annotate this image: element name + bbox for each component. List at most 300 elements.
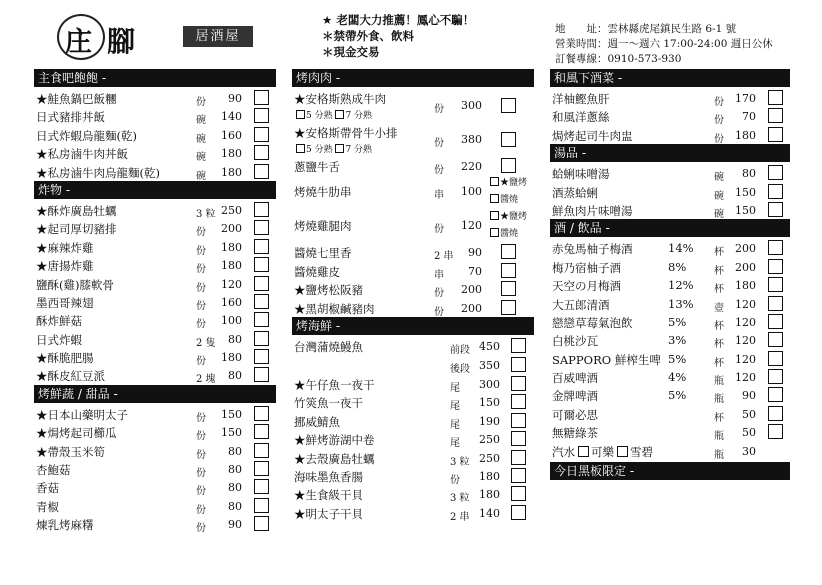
item-price: 150 bbox=[479, 396, 500, 410]
order-checkbox[interactable] bbox=[501, 98, 516, 113]
item-abv: 14% bbox=[668, 241, 694, 256]
item-abv: 5% bbox=[668, 388, 687, 403]
item-price: 50 bbox=[742, 426, 756, 440]
section-header-veg-dessert: 烤鮮蔬 / 甜品 - bbox=[34, 385, 276, 403]
item-name: 烤燒牛肋串 bbox=[294, 185, 352, 200]
item-name: ★安格斯帶骨牛小排 bbox=[294, 126, 398, 140]
item-unit: 3 粒 bbox=[450, 493, 470, 505]
menu-item bbox=[550, 386, 790, 404]
item-unit: 杯 bbox=[714, 265, 724, 277]
logo-tag: 居酒屋 bbox=[183, 26, 253, 47]
item-price: 150 bbox=[735, 203, 756, 217]
sauce-option-soy: 醬燒 bbox=[490, 226, 518, 239]
section-header-drinks: 酒 / 飲品 - bbox=[550, 219, 790, 237]
item-name: 竹筴魚一夜干 bbox=[294, 396, 363, 411]
menu-item bbox=[34, 144, 276, 162]
order-checkbox[interactable] bbox=[768, 277, 783, 292]
item-price: 90 bbox=[468, 246, 482, 260]
order-checkbox[interactable] bbox=[254, 443, 269, 458]
order-checkbox[interactable] bbox=[511, 468, 526, 483]
item-name: ★起司厚切豬排 bbox=[36, 222, 117, 237]
item-unit: 瓶 bbox=[714, 431, 724, 443]
item-name: ★唐揚炸雞 bbox=[36, 259, 94, 274]
item-name: ★焗烤起司櫛瓜 bbox=[36, 426, 117, 441]
doneness-checkbox[interactable] bbox=[335, 110, 344, 119]
order-checkbox[interactable] bbox=[511, 431, 526, 446]
sauce-checkbox[interactable] bbox=[490, 194, 499, 203]
menu-item-eel bbox=[292, 337, 534, 375]
menu-item-angus-short-rib bbox=[292, 123, 534, 157]
item-unit: 份 bbox=[714, 97, 724, 108]
order-checkbox[interactable] bbox=[254, 406, 269, 421]
item-price: 70 bbox=[742, 110, 756, 124]
item-name: 金牌啤酒 bbox=[552, 389, 598, 404]
address-value: 雲林縣虎尾鎮民生路 6-1 號 bbox=[607, 23, 737, 35]
order-checkbox[interactable] bbox=[254, 479, 269, 494]
item-price: 180 bbox=[221, 240, 242, 254]
order-checkbox[interactable] bbox=[254, 367, 269, 382]
sauce-option-salt: ★鹽烤 bbox=[490, 209, 527, 222]
section-header-fried: 炸物 - bbox=[34, 181, 276, 199]
item-unit: 份 bbox=[196, 319, 206, 331]
menu-item bbox=[292, 280, 534, 298]
menu-item bbox=[550, 107, 790, 125]
item-abv: 12% bbox=[668, 278, 694, 293]
item-name: 台灣蒲燒鰻魚 bbox=[294, 339, 363, 354]
item-name: ★酥炸廣島牡蠣 bbox=[36, 203, 117, 218]
item-unit: 份 bbox=[196, 282, 206, 294]
note-recommend: ★ 老闆大力推薦！鳳心不騙！ bbox=[322, 13, 475, 27]
item-name: 鹽酥(雞)膝軟骨 bbox=[36, 277, 114, 292]
item-unit: 碗 bbox=[714, 190, 724, 202]
item-price: 300 bbox=[461, 99, 482, 112]
order-checkbox[interactable] bbox=[511, 357, 526, 372]
order-checkbox[interactable] bbox=[501, 132, 516, 147]
menu-item bbox=[292, 243, 534, 261]
note-cash-only: ＊現金交易 bbox=[322, 45, 380, 59]
item-unit: 碗 bbox=[714, 208, 724, 220]
item-name: 大五郎清酒 bbox=[552, 297, 610, 312]
item-name: 可爾必思 bbox=[552, 407, 598, 422]
order-checkbox[interactable] bbox=[254, 239, 269, 254]
menu-item bbox=[34, 478, 276, 496]
order-checkbox[interactable] bbox=[254, 424, 269, 439]
order-checkbox[interactable] bbox=[768, 332, 783, 347]
order-checkbox[interactable] bbox=[254, 294, 269, 309]
sauce-checkbox[interactable] bbox=[490, 211, 499, 220]
item-name: SAPPORO 鮮榨生啤 bbox=[552, 352, 661, 367]
item-price: 50 bbox=[742, 407, 756, 421]
item-name: 蛤蜊味噌湯 bbox=[552, 167, 610, 182]
item-name: 酒蒸蛤蜊 bbox=[552, 185, 598, 200]
section-header-soup: 湯品 - bbox=[550, 144, 790, 162]
item-price: 70 bbox=[468, 264, 482, 278]
menu-item-chicken-thigh bbox=[292, 209, 534, 243]
item-unit: 瓶 bbox=[714, 449, 724, 461]
item-name: 天空の月梅酒 bbox=[552, 279, 621, 294]
item-unit: 份 bbox=[714, 115, 724, 127]
order-checkbox[interactable] bbox=[254, 220, 269, 235]
item-name: 醬燒七里香 bbox=[294, 246, 352, 261]
item-unit: 2 串 bbox=[450, 511, 470, 523]
menu-column-3 bbox=[550, 69, 790, 482]
order-checkbox[interactable] bbox=[254, 516, 269, 531]
order-checkbox[interactable] bbox=[768, 184, 783, 199]
menu-item bbox=[34, 442, 276, 460]
menu-item bbox=[34, 497, 276, 515]
item-unit: 杯 bbox=[714, 247, 724, 259]
item-name: 日式豬排丼飯 bbox=[36, 110, 105, 125]
item-price: 450 bbox=[479, 339, 500, 353]
order-checkbox[interactable] bbox=[768, 90, 783, 105]
menu-item bbox=[34, 460, 276, 478]
item-unit: 後段 bbox=[450, 363, 470, 375]
item-price: 200 bbox=[221, 222, 242, 236]
item-name: 香菇 bbox=[36, 481, 59, 496]
item-unit: 份 bbox=[196, 468, 206, 480]
item-abv: 13% bbox=[668, 296, 694, 311]
item-unit: 尾 bbox=[450, 382, 460, 394]
menu-item bbox=[34, 219, 276, 237]
order-checkbox[interactable] bbox=[768, 387, 783, 402]
doneness-checkbox[interactable] bbox=[335, 144, 344, 153]
order-checkbox[interactable] bbox=[768, 240, 783, 255]
item-name: ★鹽烤松阪豬 bbox=[294, 283, 363, 298]
item-price: 150 bbox=[221, 426, 242, 440]
sauce-option-salt: ★鹽烤 bbox=[490, 175, 527, 188]
order-checkbox[interactable] bbox=[254, 498, 269, 513]
item-unit: 碗 bbox=[196, 133, 206, 145]
order-checkbox[interactable] bbox=[501, 281, 516, 296]
order-checkbox[interactable] bbox=[254, 461, 269, 476]
item-price: 200 bbox=[735, 242, 756, 256]
section-header-grilled-meat: 烤肉肉 - bbox=[292, 69, 534, 87]
item-name: 墨西哥辣翅 bbox=[36, 295, 94, 310]
item-name: 蔥鹽牛舌 bbox=[294, 160, 340, 174]
item-price: 180 bbox=[221, 147, 242, 161]
item-name: ★鮮烤游湖中卷 bbox=[294, 433, 375, 448]
house-notes bbox=[322, 12, 474, 60]
order-checkbox[interactable] bbox=[254, 257, 269, 272]
item-unit: 份 bbox=[196, 356, 206, 368]
item-name: 赤兔馬柚子梅酒 bbox=[552, 242, 633, 257]
order-checkbox[interactable] bbox=[501, 158, 516, 173]
item-price: 120 bbox=[735, 334, 756, 348]
item-unit: 份 bbox=[196, 227, 206, 239]
item-abv: 5% bbox=[668, 351, 687, 366]
item-name: 鮮魚肉片味噌湯 bbox=[552, 203, 633, 218]
item-name: 日式炸蝦 bbox=[36, 332, 82, 347]
order-checkbox[interactable] bbox=[768, 165, 783, 180]
item-price: 220 bbox=[461, 160, 482, 173]
item-price: 30 bbox=[742, 444, 756, 458]
menu-item bbox=[550, 423, 790, 441]
item-unit: 3 粒 bbox=[196, 208, 216, 220]
order-checkbox[interactable] bbox=[768, 424, 783, 439]
item-unit: 杯 bbox=[714, 412, 724, 424]
item-name: ★黑胡椒鹹豬肉 bbox=[294, 301, 375, 316]
item-price: 120 bbox=[735, 352, 756, 366]
menu-item bbox=[550, 183, 790, 201]
item-price: 250 bbox=[221, 203, 242, 217]
item-unit: 份 bbox=[450, 474, 460, 486]
menu-item bbox=[34, 311, 276, 329]
menu-item bbox=[550, 126, 790, 144]
menu-item bbox=[292, 299, 534, 317]
item-price: 200 bbox=[461, 283, 482, 297]
item-price: 80 bbox=[228, 444, 242, 458]
logo-char-1: 庄 bbox=[65, 27, 92, 58]
item-unit: 瓶 bbox=[714, 394, 724, 406]
item-unit: 份 bbox=[714, 133, 724, 145]
menu-item bbox=[34, 163, 276, 181]
doneness-checkbox[interactable] bbox=[296, 144, 305, 153]
item-price: 180 bbox=[735, 279, 756, 293]
menu-item bbox=[292, 412, 534, 430]
item-price: 180 bbox=[479, 469, 500, 483]
item-unit: 份 bbox=[196, 486, 206, 498]
item-unit: 碗 bbox=[196, 170, 206, 182]
item-unit: 杯 bbox=[714, 284, 724, 296]
item-unit: 碗 bbox=[196, 115, 206, 127]
item-price: 80 bbox=[228, 481, 242, 495]
order-checkbox[interactable] bbox=[254, 312, 269, 327]
menu-item bbox=[34, 423, 276, 441]
order-checkbox[interactable] bbox=[768, 351, 783, 366]
item-unit: 前段 bbox=[450, 344, 470, 356]
order-checkbox[interactable] bbox=[768, 259, 783, 274]
order-checkbox[interactable] bbox=[511, 450, 526, 465]
order-checkbox[interactable] bbox=[254, 164, 269, 179]
item-unit: 份 bbox=[196, 264, 206, 276]
menu-item bbox=[34, 238, 276, 256]
sauce-checkbox[interactable] bbox=[490, 228, 499, 237]
section-header-daily-special: 今日黑板限定 - bbox=[550, 462, 790, 480]
order-checkbox[interactable] bbox=[254, 331, 269, 346]
item-price: 200 bbox=[461, 301, 482, 315]
item-price: 120 bbox=[735, 297, 756, 311]
menu-item bbox=[550, 405, 790, 423]
item-unit: 份 bbox=[434, 224, 444, 236]
hours-label: 營業時間： bbox=[555, 38, 608, 50]
item-unit: 壺 bbox=[714, 302, 724, 314]
order-checkbox[interactable] bbox=[768, 406, 783, 421]
doneness-options: 5 分熟 7 分熟 bbox=[296, 108, 372, 121]
menu-item bbox=[34, 275, 276, 293]
store-info bbox=[555, 22, 773, 67]
item-name: ★酥脆肥腸 bbox=[36, 351, 94, 366]
menu-item bbox=[550, 239, 790, 257]
item-price: 150 bbox=[221, 407, 242, 421]
menu-item bbox=[34, 201, 276, 219]
item-unit: 份 bbox=[196, 504, 206, 516]
phone-label: 訂餐專線： bbox=[555, 53, 608, 65]
phone-value: 0910-573-930 bbox=[607, 53, 682, 65]
item-unit: 杯 bbox=[714, 357, 724, 369]
menu-column-1 bbox=[34, 69, 276, 534]
order-checkbox[interactable] bbox=[254, 90, 269, 105]
item-name: 海味墨魚香腸 bbox=[294, 469, 363, 484]
item-price: 140 bbox=[479, 506, 500, 520]
order-checkbox[interactable] bbox=[501, 263, 516, 278]
item-name: 汽水 可樂 雪碧 bbox=[552, 444, 653, 459]
item-unit: 份 bbox=[434, 306, 444, 318]
menu-item bbox=[550, 164, 790, 182]
item-price: 100 bbox=[461, 185, 482, 199]
section-header-mains: 主食吧飽飽 - bbox=[34, 69, 276, 87]
section-header-side-dishes: 和風下酒菜 - bbox=[550, 69, 790, 87]
menu-item bbox=[550, 258, 790, 276]
item-price: 100 bbox=[221, 314, 242, 328]
item-abv: 8% bbox=[668, 259, 687, 274]
item-price: 80 bbox=[228, 463, 242, 477]
item-name: ★安格斯熟成牛肉 bbox=[294, 92, 386, 106]
doneness-checkbox[interactable] bbox=[296, 110, 305, 119]
item-price: 90 bbox=[228, 92, 242, 105]
item-name: ★帶殼玉米筍 bbox=[36, 444, 105, 459]
item-name: ★日本山藥明太子 bbox=[36, 407, 128, 422]
menu-item bbox=[550, 295, 790, 313]
item-unit: 杯 bbox=[714, 339, 724, 351]
item-name: 和風洋蔥絲 bbox=[552, 110, 610, 125]
item-unit: 3 粒 bbox=[450, 456, 470, 468]
order-checkbox[interactable] bbox=[254, 145, 269, 160]
soda-checkbox[interactable] bbox=[578, 446, 589, 457]
menu-item bbox=[34, 293, 276, 311]
item-price: 150 bbox=[735, 185, 756, 199]
note-no-outside-food: ＊禁帶外食、飲料 bbox=[322, 29, 414, 43]
item-name: ★生食級干貝 bbox=[294, 488, 363, 503]
menu-item bbox=[34, 330, 276, 348]
item-name: ★明太子干貝 bbox=[294, 506, 363, 521]
item-unit: 碗 bbox=[196, 152, 206, 164]
item-name: ★麻辣炸雞 bbox=[36, 240, 94, 255]
item-name: 青椒 bbox=[36, 499, 59, 514]
menu-item bbox=[550, 368, 790, 386]
item-price: 300 bbox=[479, 377, 500, 391]
menu-item bbox=[550, 201, 790, 219]
item-price: 80 bbox=[228, 332, 242, 346]
order-checkbox[interactable] bbox=[768, 108, 783, 123]
order-checkbox[interactable] bbox=[254, 349, 269, 364]
order-checkbox[interactable] bbox=[768, 369, 783, 384]
order-checkbox[interactable] bbox=[511, 486, 526, 501]
item-unit: 份 bbox=[196, 431, 206, 443]
item-unit: 2 串 bbox=[434, 251, 454, 263]
order-checkbox[interactable] bbox=[511, 376, 526, 391]
order-checkbox[interactable] bbox=[511, 394, 526, 409]
menu-item bbox=[292, 449, 534, 467]
item-price: 120 bbox=[221, 277, 242, 291]
order-checkbox[interactable] bbox=[768, 127, 783, 142]
menu-item bbox=[292, 430, 534, 448]
item-price: 160 bbox=[221, 128, 242, 142]
sauce-checkbox[interactable] bbox=[490, 177, 499, 186]
item-price: 180 bbox=[735, 128, 756, 142]
item-name: 白桃沙瓦 bbox=[552, 334, 598, 349]
menu-item bbox=[550, 313, 790, 331]
item-price: 80 bbox=[742, 167, 756, 181]
menu-item bbox=[550, 331, 790, 349]
menu-item-beef-rib-skewer bbox=[292, 175, 534, 209]
order-checkbox[interactable] bbox=[768, 296, 783, 311]
item-name: 洋柚鰹魚肝 bbox=[552, 92, 610, 106]
item-name: ★私房滷牛肉烏龍麵(乾) bbox=[36, 165, 160, 180]
order-checkbox[interactable] bbox=[254, 276, 269, 291]
section-header-grilled-seafood: 烤海鮮 - bbox=[292, 317, 534, 335]
menu-item-soda bbox=[550, 442, 790, 460]
item-abv: 3% bbox=[668, 333, 687, 348]
item-price: 140 bbox=[221, 110, 242, 124]
item-price: 120 bbox=[735, 371, 756, 385]
item-name: 烤燒雞腿肉 bbox=[294, 219, 352, 234]
item-unit: 尾 bbox=[450, 401, 460, 413]
menu-item bbox=[550, 350, 790, 368]
menu-item bbox=[292, 485, 534, 503]
item-name: 醬燒雞皮 bbox=[294, 264, 340, 279]
menu-item bbox=[292, 157, 534, 175]
item-price: 180 bbox=[221, 259, 242, 273]
menu-item bbox=[34, 348, 276, 366]
item-price: 160 bbox=[221, 295, 242, 309]
item-unit: 杯 bbox=[714, 320, 724, 332]
item-name: 百威啤酒 bbox=[552, 371, 598, 386]
item-price: 90 bbox=[742, 389, 756, 403]
order-checkbox[interactable] bbox=[254, 202, 269, 217]
menu-column-2 bbox=[292, 69, 534, 522]
menu-item bbox=[292, 467, 534, 485]
item-name: 梅乃宿柚子酒 bbox=[552, 260, 621, 275]
item-name: ★酥皮紅豆派 bbox=[36, 369, 105, 384]
item-unit: 尾 bbox=[450, 419, 460, 431]
item-price: 350 bbox=[479, 358, 500, 372]
order-checkbox[interactable] bbox=[501, 300, 516, 315]
item-abv: 5% bbox=[668, 314, 687, 329]
item-unit: 份 bbox=[196, 300, 206, 312]
item-price: 120 bbox=[735, 315, 756, 329]
order-checkbox[interactable] bbox=[501, 244, 516, 259]
menu-item-angus-steak bbox=[292, 89, 534, 123]
item-unit: 份 bbox=[196, 523, 206, 535]
order-checkbox[interactable] bbox=[254, 127, 269, 142]
item-unit: 2 塊 bbox=[196, 374, 216, 386]
menu-item bbox=[34, 515, 276, 533]
soda-checkbox[interactable] bbox=[617, 446, 628, 457]
item-price: 170 bbox=[735, 92, 756, 105]
brand-logo bbox=[57, 14, 257, 58]
order-checkbox[interactable] bbox=[511, 413, 526, 428]
order-checkbox[interactable] bbox=[511, 505, 526, 520]
menu-item bbox=[34, 366, 276, 384]
item-unit: 份 bbox=[434, 138, 444, 149]
item-unit: 份 bbox=[196, 449, 206, 461]
menu-item bbox=[292, 504, 534, 522]
order-checkbox[interactable] bbox=[768, 202, 783, 217]
order-checkbox[interactable] bbox=[254, 108, 269, 123]
menu-item bbox=[34, 126, 276, 144]
order-checkbox[interactable] bbox=[511, 338, 526, 353]
item-name: 挪威鯖魚 bbox=[294, 414, 340, 429]
item-name: 杏鮑菇 bbox=[36, 463, 71, 478]
item-unit: 串 bbox=[434, 269, 444, 281]
item-abv: 4% bbox=[668, 370, 687, 385]
item-price: 190 bbox=[479, 414, 500, 428]
order-checkbox[interactable] bbox=[768, 314, 783, 329]
menu-item bbox=[34, 256, 276, 274]
sauce-option-soy: 醬燒 bbox=[490, 192, 518, 205]
item-unit: 2 隻 bbox=[196, 337, 216, 349]
menu-item bbox=[292, 262, 534, 280]
